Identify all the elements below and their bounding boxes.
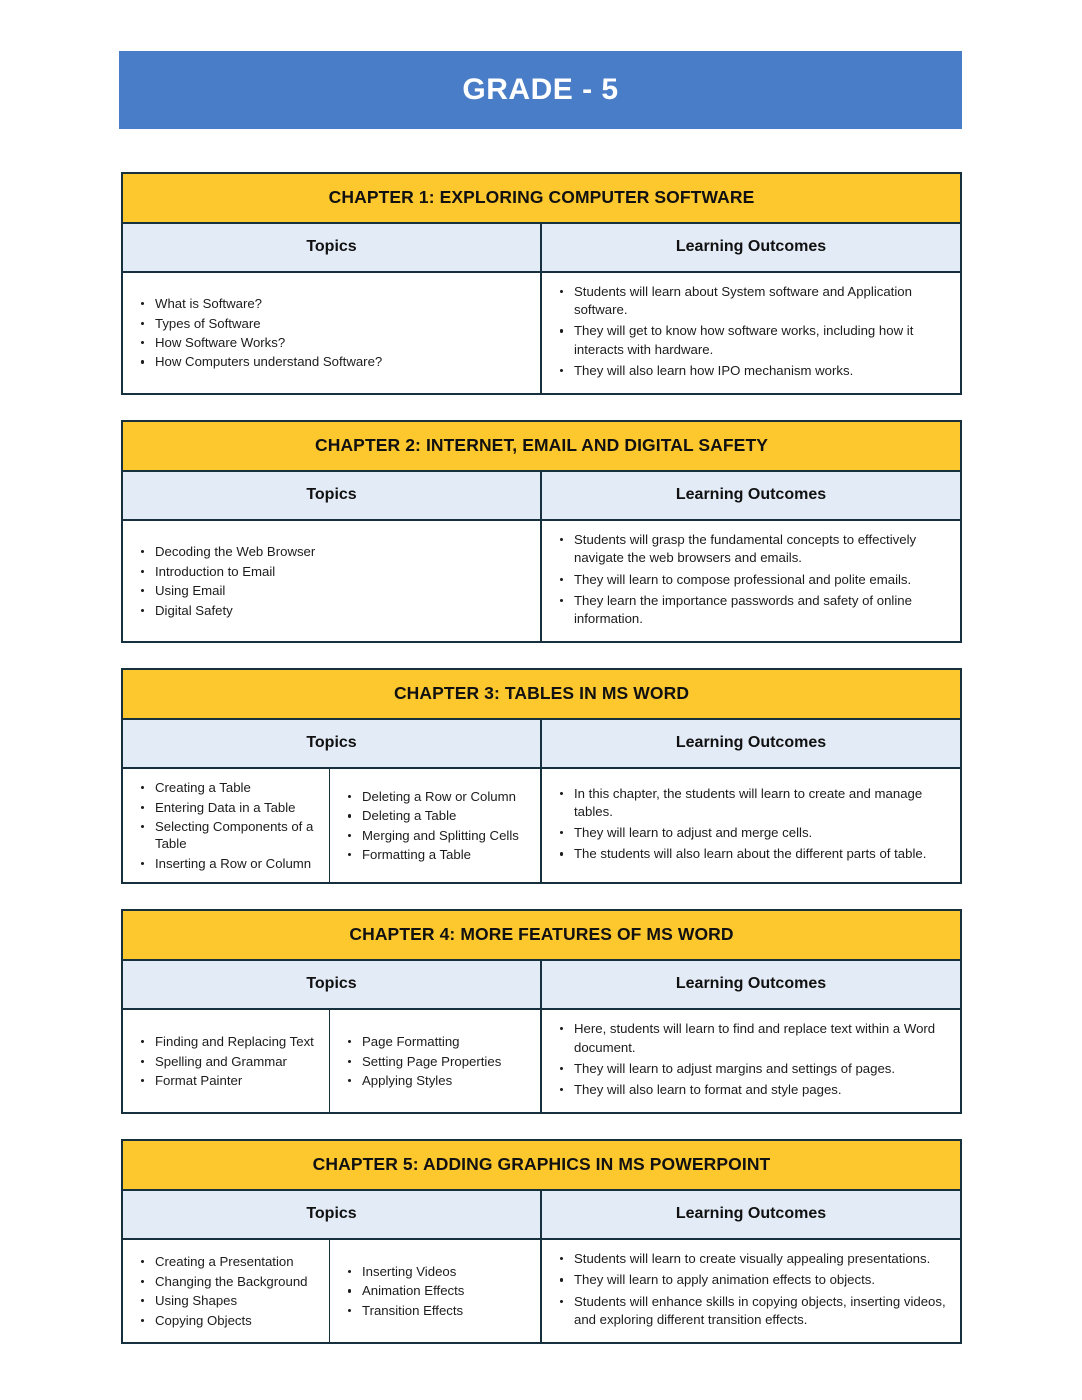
list-item: They will learn to compose professional and polite emails. — [574, 571, 946, 589]
chapter-list — [121, 172, 962, 1369]
topics-subcolumn-left — [123, 1010, 330, 1112]
topics-cell — [123, 521, 542, 641]
outcomes-list — [548, 283, 946, 383]
outcomes-cell — [542, 1010, 960, 1112]
outcomes-cell — [542, 521, 960, 641]
column-header-topics: Topics — [123, 472, 542, 519]
list-item: Spelling and Grammar — [155, 1053, 323, 1070]
list-item: Using Email — [155, 582, 532, 599]
list-item: Students will grasp the fundamental concepts to effectively navigate the web browsers and emails. — [574, 531, 946, 567]
table-row — [123, 769, 960, 882]
topics-cell — [123, 1010, 542, 1112]
topics-list-left — [129, 779, 323, 872]
column-header-row — [123, 472, 960, 521]
column-header-row — [123, 720, 960, 769]
outcomes-cell — [542, 769, 960, 882]
topics-list-right — [336, 1263, 534, 1319]
outcomes-cell — [542, 1240, 960, 1342]
list-item: They will get to know how software works, including how it interacts with hardware. — [574, 322, 946, 358]
topics-cell — [123, 273, 542, 393]
topics-list-left — [129, 1033, 323, 1089]
chapter-table — [121, 172, 962, 395]
column-header-topics: Topics — [123, 961, 542, 1008]
list-item: Deleting a Row or Column — [362, 788, 534, 805]
list-item: Page Formatting — [362, 1033, 534, 1050]
list-item: Selecting Components of a Table — [155, 818, 323, 853]
list-item: In this chapter, the students will learn to create and manage tables. — [574, 785, 946, 821]
topics-subcolumn-left — [123, 769, 330, 882]
list-item: What is Software? — [155, 295, 532, 312]
table-row — [123, 1240, 960, 1342]
chapter-title: CHAPTER 2: INTERNET, EMAIL AND DIGITAL SAFETY — [123, 422, 960, 472]
list-item: Using Shapes — [155, 1292, 323, 1309]
topics-list-left — [129, 1253, 323, 1329]
column-header-row — [123, 1191, 960, 1240]
list-item: Students will learn about System software and Application software. — [574, 283, 946, 319]
list-item: Introduction to Email — [155, 563, 532, 580]
outcomes-list — [548, 531, 946, 631]
grade-banner — [119, 51, 962, 129]
column-header-outcomes: Learning Outcomes — [675, 238, 827, 255]
column-header-outcomes: Learning Outcomes — [675, 734, 827, 752]
column-header-row — [123, 224, 960, 273]
list-item: Students will learn to create visually appealing presentations. — [574, 1250, 946, 1268]
column-header-topics: Topics — [123, 224, 542, 271]
list-item: Decoding the Web Browser — [155, 543, 532, 560]
topics-subcolumn-right — [330, 1010, 540, 1112]
column-header-row — [123, 961, 960, 1010]
list-item: Entering Data in a Table — [155, 799, 323, 816]
table-row — [123, 521, 960, 641]
chapter-title: CHAPTER 4: MORE FEATURES OF MS WORD — [123, 911, 960, 961]
list-item: Transition Effects — [362, 1302, 534, 1319]
list-item: Merging and Splitting Cells — [362, 827, 534, 844]
list-item: Inserting Videos — [362, 1263, 534, 1280]
list-item: They will also learn to format and style pages. — [574, 1081, 946, 1099]
outcomes-list — [548, 1250, 946, 1332]
outcomes-list — [548, 785, 946, 867]
topics-list — [129, 295, 532, 371]
list-item: Animation Effects — [362, 1282, 534, 1299]
list-item: Deleting a Table — [362, 807, 534, 824]
list-item: Setting Page Properties — [362, 1053, 534, 1070]
topics-subcolumn-single — [123, 273, 540, 393]
column-header-topics: Topics — [123, 1191, 542, 1238]
topics-subcolumn-single — [123, 521, 540, 641]
chapter-table — [121, 420, 962, 643]
chapter-title: CHAPTER 1: EXPLORING COMPUTER SOFTWARE — [123, 174, 960, 224]
list-item: Students will enhance skills in copying objects, inserting videos, and exploring different transition effects. — [574, 1293, 946, 1329]
chapter-title: CHAPTER 3: TABLES IN MS WORD — [123, 670, 960, 720]
topics-cell — [123, 1240, 542, 1342]
column-header-topics: Topics — [123, 720, 542, 767]
chapter-title: CHAPTER 5: ADDING GRAPHICS IN MS POWERPOINT — [123, 1141, 960, 1191]
outcomes-list — [548, 1020, 946, 1102]
list-item: How Software Works? — [155, 334, 532, 351]
chapter-table — [121, 1139, 962, 1344]
list-item: How Computers understand Software? — [155, 353, 532, 370]
column-header-outcomes: Learning Outcomes — [675, 1205, 827, 1223]
list-item: Format Painter — [155, 1072, 323, 1089]
column-header-outcomes: Learning Outcomes — [675, 486, 827, 504]
list-item: Copying Objects — [155, 1312, 323, 1329]
column-header-outcomes: Learning Outcomes — [675, 975, 827, 993]
outcomes-cell — [542, 273, 960, 393]
list-item: Formatting a Table — [362, 846, 534, 863]
list-item: They will also learn how IPO mechanism works. — [574, 362, 946, 380]
list-item: Creating a Presentation — [155, 1253, 323, 1270]
list-item: They learn the importance passwords and safety of online information. — [574, 592, 946, 628]
table-row — [123, 1010, 960, 1112]
list-item: Types of Software — [155, 315, 532, 332]
list-item: They will learn to apply animation effects to objects. — [574, 1271, 946, 1289]
list-item: Finding and Replacing Text — [155, 1033, 323, 1050]
list-item: Creating a Table — [155, 779, 323, 796]
chapter-table — [121, 668, 962, 884]
list-item: Inserting a Row or Column — [155, 855, 323, 872]
list-item: Applying Styles — [362, 1072, 534, 1089]
table-row — [123, 273, 960, 393]
topics-list — [129, 543, 532, 619]
topics-subcolumn-left — [123, 1240, 330, 1342]
list-item: Digital Safety — [155, 602, 532, 619]
list-item: They will learn to adjust and merge cells. — [574, 824, 946, 842]
list-item: The students will also learn about the different parts of table. — [574, 845, 946, 863]
list-item: They will learn to adjust margins and settings of pages. — [574, 1060, 946, 1078]
list-item: Changing the Background — [155, 1273, 323, 1290]
chapter-table — [121, 909, 962, 1114]
topics-subcolumn-right — [330, 769, 540, 882]
topics-cell — [123, 769, 542, 882]
topics-list-right — [336, 788, 534, 864]
grade-title: GRADE - 5 — [462, 73, 619, 106]
topics-list-right — [336, 1033, 534, 1089]
list-item: Here, students will learn to find and replace text within a Word document. — [574, 1020, 946, 1056]
topics-subcolumn-right — [330, 1240, 540, 1342]
